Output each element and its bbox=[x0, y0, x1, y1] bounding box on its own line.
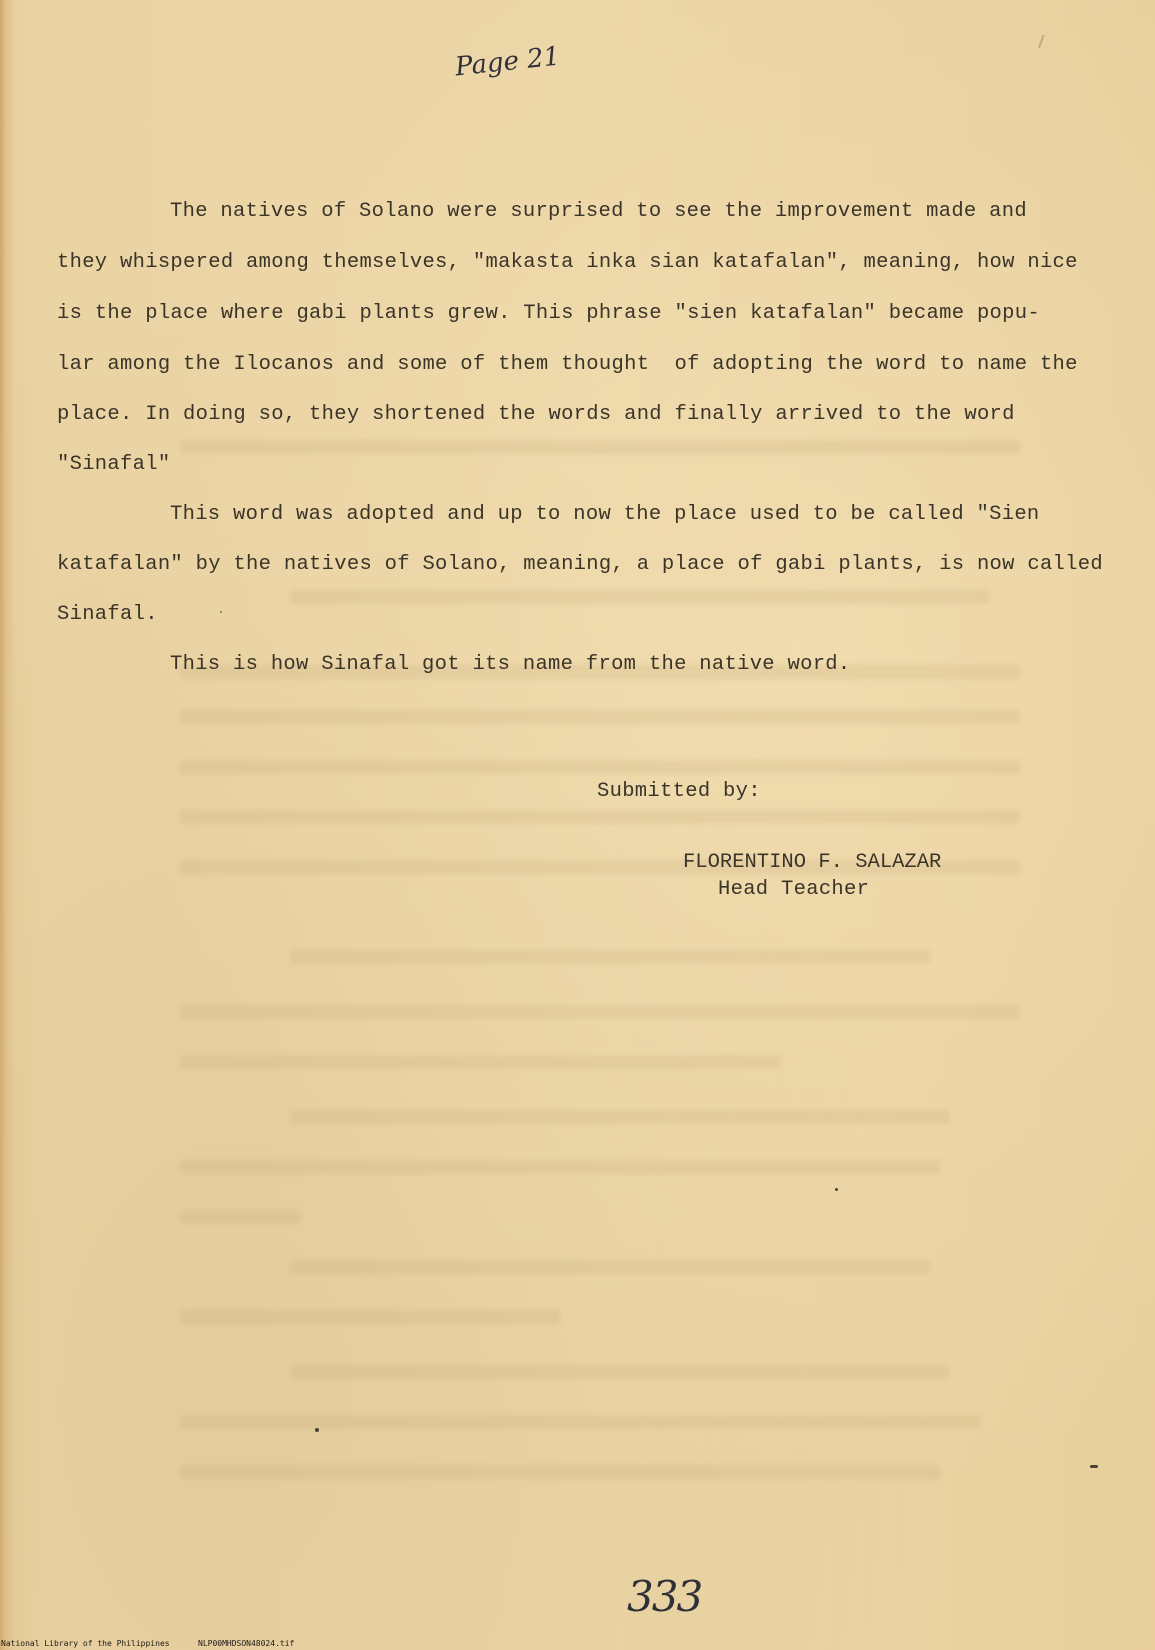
show-through-line bbox=[180, 1160, 940, 1174]
show-through-line bbox=[290, 1365, 950, 1379]
show-through-line bbox=[180, 440, 1020, 454]
scan-footer bbox=[0, 1638, 1155, 1650]
show-through-line bbox=[180, 760, 1020, 774]
footer-library-name: National Library of the Philippines bbox=[1, 1639, 170, 1648]
body-line-6: "Sinafal" bbox=[57, 453, 171, 476]
paper-speck bbox=[835, 1188, 838, 1191]
signatory-name: FLORENTINO F. SALAZAR bbox=[683, 851, 942, 874]
show-through-line bbox=[180, 710, 1020, 724]
handwritten-page-number: 333 bbox=[627, 1572, 702, 1621]
show-through-line bbox=[290, 1260, 930, 1274]
show-through-line bbox=[180, 1055, 780, 1069]
body-line-1: The natives of Solano were surprised to see the improvement made and bbox=[170, 200, 1027, 223]
margin-mark bbox=[1038, 35, 1052, 52]
body-line-4: lar among the Ilocanos and some of them thought of adopting the word to name the bbox=[57, 353, 1078, 376]
body-line-5: place. In doing so, they shortened the words and finally arrived to the word bbox=[57, 403, 1015, 426]
signatory-title: Head Teacher bbox=[718, 878, 870, 901]
show-through-line bbox=[180, 1415, 980, 1429]
show-through-line bbox=[290, 950, 930, 964]
show-through-line bbox=[180, 1465, 940, 1479]
show-through-line bbox=[180, 1310, 560, 1324]
body-line-10: This is how Sinafal got its name from the native word. bbox=[170, 653, 851, 676]
show-through-line bbox=[180, 810, 1020, 824]
show-through-line bbox=[290, 590, 990, 604]
body-line-9: Sinafal. bbox=[57, 603, 158, 626]
paper-speck bbox=[315, 1428, 319, 1432]
footer-file-id: NLP00MHDSON48024.tif bbox=[198, 1639, 295, 1648]
submitted-by-label: Submitted by: bbox=[597, 780, 761, 803]
show-through-line bbox=[180, 1005, 1020, 1019]
body-line-2: they whispered among themselves, "makasta inka sian katafalan", meaning, how nice bbox=[57, 251, 1078, 274]
body-line-3: is the place where gabi plants grew. This phrase "sien katafalan" became popu- bbox=[57, 302, 1040, 325]
show-through-line bbox=[180, 1210, 300, 1224]
paper-speck bbox=[1090, 1465, 1098, 1468]
handwritten-page-label: Page 21 bbox=[453, 41, 562, 83]
paper-speck bbox=[220, 611, 222, 613]
body-line-8: katafalan" by the natives of Solano, meaning, a place of gabi plants, is now called bbox=[57, 553, 1103, 576]
body-line-7: This word was adopted and up to now the place used to be called "Sien bbox=[170, 503, 1040, 526]
show-through-line bbox=[290, 1110, 950, 1124]
